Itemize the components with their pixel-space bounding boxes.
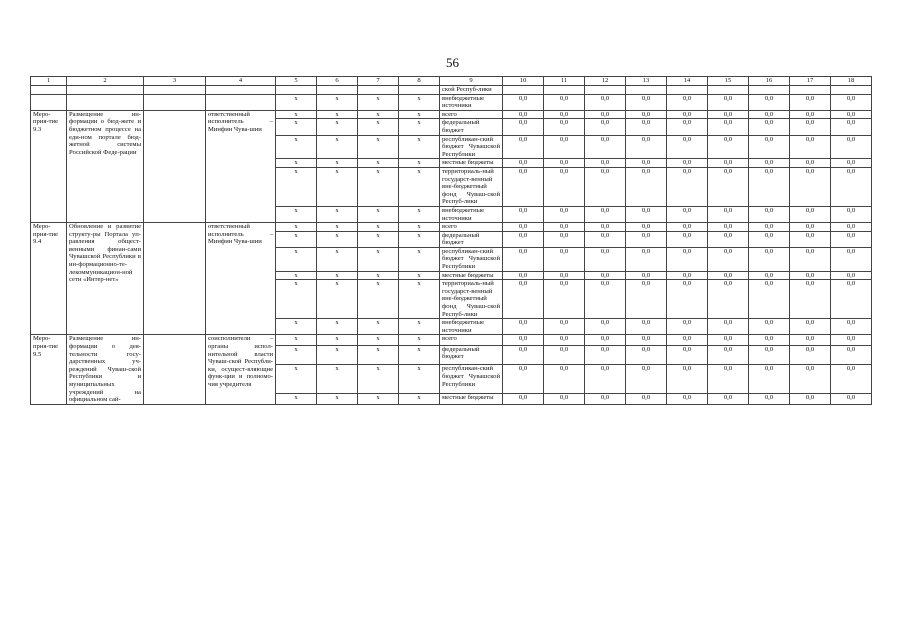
value-cell: 0,0 [831, 206, 872, 222]
value-cell: 0,0 [544, 167, 585, 206]
value-cell: 0,0 [708, 110, 749, 119]
budget-table [30, 76, 872, 405]
empty-cell [144, 110, 206, 222]
funding-source-cell: всего [440, 223, 503, 232]
x-mark-cell: x [317, 247, 358, 271]
x-mark-cell: x [317, 394, 358, 404]
x-mark-cell: x [358, 319, 399, 335]
value-cell: 0,0 [503, 394, 544, 404]
value-cell: 0,0 [708, 206, 749, 222]
value-cell: 0,0 [503, 345, 544, 365]
x-mark-cell: x [276, 394, 317, 404]
x-mark-cell: x [317, 223, 358, 232]
value-cell: 0,0 [790, 119, 831, 135]
value-cell: 0,0 [585, 319, 626, 335]
x-mark-cell: x [399, 135, 440, 159]
value-cell: 0,0 [708, 247, 749, 271]
empty-cell [31, 86, 67, 95]
x-mark-cell: x [358, 271, 399, 280]
value-cell: 0,0 [749, 94, 790, 110]
value-cell: 0,0 [790, 271, 831, 280]
value-cell: 0,0 [749, 167, 790, 206]
value-cell [749, 86, 790, 95]
value-cell: 0,0 [667, 94, 708, 110]
column-header: 8 [399, 77, 440, 86]
value-cell: 0,0 [585, 223, 626, 232]
value-cell: 0,0 [626, 319, 667, 335]
measure-number-cell: Меро-прия-тие 9.3 [31, 110, 67, 222]
x-mark-cell: x [399, 280, 440, 319]
value-cell: 0,0 [626, 206, 667, 222]
value-cell: 0,0 [790, 135, 831, 159]
x-mark-cell: x [317, 345, 358, 365]
value-cell: 0,0 [585, 206, 626, 222]
value-cell: 0,0 [626, 110, 667, 119]
empty-cell [31, 94, 67, 110]
x-mark-cell: x [317, 110, 358, 119]
x-mark-cell [317, 86, 358, 95]
column-header: 4 [206, 77, 276, 86]
empty-cell [206, 86, 276, 95]
x-mark-cell: x [317, 319, 358, 335]
value-cell: 0,0 [790, 110, 831, 119]
column-header: 17 [790, 77, 831, 86]
value-cell: 0,0 [708, 335, 749, 345]
value-cell: 0,0 [585, 365, 626, 394]
value-cell: 0,0 [667, 110, 708, 119]
value-cell: 0,0 [667, 223, 708, 232]
value-cell: 0,0 [708, 365, 749, 394]
funding-source-cell: территориаль-ный государст-венный вне-бюджетный фонд Чуваш-ской Респуб-лики [440, 280, 503, 319]
value-cell: 0,0 [831, 135, 872, 159]
value-cell: 0,0 [831, 345, 872, 365]
x-mark-cell: x [358, 167, 399, 206]
x-mark-cell [276, 86, 317, 95]
value-cell: 0,0 [667, 394, 708, 404]
value-cell: 0,0 [626, 223, 667, 232]
column-header: 16 [749, 77, 790, 86]
value-cell: 0,0 [667, 135, 708, 159]
x-mark-cell: x [276, 365, 317, 394]
value-cell: 0,0 [749, 345, 790, 365]
value-cell: 0,0 [503, 365, 544, 394]
value-cell: 0,0 [749, 231, 790, 247]
x-mark-cell: x [358, 135, 399, 159]
value-cell: 0,0 [503, 223, 544, 232]
value-cell: 0,0 [831, 94, 872, 110]
x-mark-cell: x [358, 394, 399, 404]
value-cell: 0,0 [667, 280, 708, 319]
value-cell: 0,0 [544, 110, 585, 119]
x-mark-cell: x [276, 159, 317, 168]
value-cell: 0,0 [503, 319, 544, 335]
value-cell: 0,0 [790, 206, 831, 222]
value-cell: 0,0 [585, 159, 626, 168]
value-cell [708, 86, 749, 95]
x-mark-cell: x [399, 159, 440, 168]
x-mark-cell: x [358, 159, 399, 168]
x-mark-cell: x [399, 271, 440, 280]
value-cell: 0,0 [708, 94, 749, 110]
funding-source-cell: всего [440, 335, 503, 345]
x-mark-cell: x [399, 223, 440, 232]
x-mark-cell: x [317, 119, 358, 135]
x-mark-cell: x [276, 280, 317, 319]
measure-number-cell: Меро-прия-тие 9.5 [31, 335, 67, 404]
value-cell: 0,0 [667, 231, 708, 247]
value-cell: 0,0 [503, 271, 544, 280]
value-cell: 0,0 [749, 119, 790, 135]
column-header: 14 [667, 77, 708, 86]
value-cell [503, 86, 544, 95]
x-mark-cell: x [276, 247, 317, 271]
value-cell: 0,0 [831, 247, 872, 271]
value-cell: 0,0 [626, 280, 667, 319]
table-row [31, 110, 872, 119]
funding-source-cell: всего [440, 110, 503, 119]
table-row [31, 94, 872, 110]
page-number: 56 [446, 55, 459, 70]
value-cell: 0,0 [749, 206, 790, 222]
measure-number-cell: Меро-прия-тие 9.4 [31, 223, 67, 335]
measure-name-cell: Размещение ин-формации о дея-тельности госу-дарственных уч-реждений Чуваш-ской Республики и муниципальных учреждений на официальном сай- [67, 335, 144, 404]
value-cell: 0,0 [831, 319, 872, 335]
value-cell: 0,0 [503, 231, 544, 247]
value-cell: 0,0 [831, 223, 872, 232]
value-cell: 0,0 [626, 135, 667, 159]
x-mark-cell: x [276, 119, 317, 135]
value-cell: 0,0 [544, 247, 585, 271]
funding-source-cell: республикан-ский бюджет Чувашской Республики [440, 247, 503, 271]
value-cell: 0,0 [585, 280, 626, 319]
value-cell: 0,0 [749, 223, 790, 232]
value-cell: 0,0 [790, 319, 831, 335]
value-cell: 0,0 [831, 271, 872, 280]
measure-name-cell: Размещение ин-формации о бюд-жете и бюджетном процессе на еди-ном портале бюд-жетной системы Российской Феде-рации [67, 110, 144, 222]
x-mark-cell: x [276, 135, 317, 159]
value-cell: 0,0 [708, 223, 749, 232]
value-cell: 0,0 [667, 365, 708, 394]
value-cell: 0,0 [503, 119, 544, 135]
value-cell: 0,0 [585, 271, 626, 280]
executor-cell: ответственный исполнитель – Минфин Чува-шии [206, 110, 276, 222]
value-cell: 0,0 [626, 167, 667, 206]
x-mark-cell: x [358, 110, 399, 119]
value-cell: 0,0 [544, 319, 585, 335]
value-cell: 0,0 [626, 159, 667, 168]
x-mark-cell: x [317, 271, 358, 280]
empty-cell [144, 86, 206, 95]
value-cell: 0,0 [503, 206, 544, 222]
value-cell: 0,0 [585, 394, 626, 404]
x-mark-cell: x [358, 345, 399, 365]
value-cell: 0,0 [708, 159, 749, 168]
value-cell: 0,0 [667, 206, 708, 222]
x-mark-cell: x [317, 167, 358, 206]
value-cell: 0,0 [585, 335, 626, 345]
value-cell: 0,0 [790, 280, 831, 319]
column-header: 13 [626, 77, 667, 86]
funding-source-cell: территориаль-ный государст-венный вне-бюджетный фонд Чуваш-ской Респуб-лики [440, 167, 503, 206]
value-cell: 0,0 [503, 167, 544, 206]
value-cell: 0,0 [790, 159, 831, 168]
value-cell: 0,0 [667, 335, 708, 345]
value-cell: 0,0 [790, 394, 831, 404]
x-mark-cell: x [276, 206, 317, 222]
empty-cell [144, 223, 206, 335]
funding-source-cell: федеральный бюджет [440, 119, 503, 135]
column-header: 9 [440, 77, 503, 86]
empty-cell [144, 94, 206, 110]
x-mark-cell: x [276, 335, 317, 345]
x-mark-cell: x [317, 280, 358, 319]
value-cell: 0,0 [503, 159, 544, 168]
column-header: 1 [31, 77, 67, 86]
empty-cell [206, 94, 276, 110]
value-cell: 0,0 [708, 394, 749, 404]
x-mark-cell: x [358, 94, 399, 110]
funding-source-cell: федеральный бюджет [440, 231, 503, 247]
funding-source-cell: республикан-ский бюджет Чувашской Республики [440, 365, 503, 394]
x-mark-cell: x [399, 247, 440, 271]
x-mark-cell: x [399, 365, 440, 394]
value-cell: 0,0 [749, 110, 790, 119]
x-mark-cell: x [276, 319, 317, 335]
value-cell: 0,0 [790, 94, 831, 110]
column-header: 10 [503, 77, 544, 86]
value-cell: 0,0 [790, 231, 831, 247]
x-mark-cell: x [276, 94, 317, 110]
value-cell: 0,0 [626, 119, 667, 135]
empty-cell [67, 94, 144, 110]
value-cell [626, 86, 667, 95]
value-cell: 0,0 [667, 167, 708, 206]
x-mark-cell: x [276, 223, 317, 232]
x-mark-cell: x [399, 231, 440, 247]
x-mark-cell: x [399, 319, 440, 335]
value-cell: 0,0 [544, 223, 585, 232]
value-cell: 0,0 [585, 231, 626, 247]
funding-source-cell: федеральный бюджет [440, 345, 503, 365]
empty-cell [67, 86, 144, 95]
value-cell: 0,0 [667, 271, 708, 280]
x-mark-cell: x [317, 94, 358, 110]
value-cell: 0,0 [749, 135, 790, 159]
value-cell: 0,0 [544, 159, 585, 168]
x-mark-cell: x [399, 94, 440, 110]
value-cell [831, 86, 872, 95]
value-cell: 0,0 [708, 319, 749, 335]
value-cell: 0,0 [831, 167, 872, 206]
value-cell: 0,0 [544, 335, 585, 345]
value-cell: 0,0 [708, 280, 749, 319]
value-cell: 0,0 [708, 271, 749, 280]
x-mark-cell: x [358, 365, 399, 394]
value-cell: 0,0 [831, 119, 872, 135]
table-row [31, 335, 872, 345]
value-cell: 0,0 [749, 247, 790, 271]
value-cell: 0,0 [626, 394, 667, 404]
measure-name-cell: Обновление и развитие структу-ры Портала уп-равления общест-венными финан-сами Чувашской Республики в ин-формационно-те-лекоммуникацион-ной сети «Интер-нет» [67, 223, 144, 335]
table-row [31, 86, 872, 95]
x-mark-cell: x [276, 231, 317, 247]
value-cell: 0,0 [544, 135, 585, 159]
value-cell: 0,0 [585, 135, 626, 159]
x-mark-cell [399, 86, 440, 95]
value-cell: 0,0 [667, 159, 708, 168]
value-cell: 0,0 [708, 345, 749, 365]
value-cell [667, 86, 708, 95]
value-cell: 0,0 [544, 394, 585, 404]
value-cell: 0,0 [585, 119, 626, 135]
column-header: 11 [544, 77, 585, 86]
value-cell: 0,0 [626, 271, 667, 280]
x-mark-cell: x [358, 223, 399, 232]
value-cell: 0,0 [790, 365, 831, 394]
funding-source-cell: местные бюджеты [440, 159, 503, 168]
value-cell: 0,0 [503, 135, 544, 159]
value-cell: 0,0 [585, 110, 626, 119]
column-header: 12 [585, 77, 626, 86]
value-cell: 0,0 [626, 94, 667, 110]
value-cell: 0,0 [667, 345, 708, 365]
x-mark-cell: x [399, 110, 440, 119]
funding-source-cell: ской Респуб-лики [440, 86, 503, 95]
value-cell: 0,0 [544, 280, 585, 319]
value-cell: 0,0 [790, 335, 831, 345]
header-row [31, 77, 872, 86]
x-mark-cell: x [399, 206, 440, 222]
value-cell: 0,0 [749, 319, 790, 335]
column-header: 6 [317, 77, 358, 86]
value-cell: 0,0 [749, 159, 790, 168]
value-cell: 0,0 [749, 365, 790, 394]
funding-source-cell: местные бюджеты [440, 394, 503, 404]
value-cell: 0,0 [708, 231, 749, 247]
value-cell: 0,0 [544, 365, 585, 394]
value-cell: 0,0 [708, 167, 749, 206]
x-mark-cell: x [358, 280, 399, 319]
column-header: 18 [831, 77, 872, 86]
value-cell: 0,0 [544, 271, 585, 280]
x-mark-cell: x [399, 394, 440, 404]
x-mark-cell: x [399, 167, 440, 206]
value-cell: 0,0 [749, 280, 790, 319]
x-mark-cell: x [399, 119, 440, 135]
value-cell: 0,0 [544, 231, 585, 247]
x-mark-cell [358, 86, 399, 95]
funding-source-cell: внебюджетные источники [440, 319, 503, 335]
column-header: 7 [358, 77, 399, 86]
column-header: 15 [708, 77, 749, 86]
value-cell: 0,0 [667, 247, 708, 271]
value-cell: 0,0 [626, 335, 667, 345]
value-cell [544, 86, 585, 95]
x-mark-cell: x [399, 335, 440, 345]
value-cell: 0,0 [503, 335, 544, 345]
value-cell: 0,0 [708, 135, 749, 159]
value-cell: 0,0 [503, 247, 544, 271]
empty-cell [144, 335, 206, 404]
value-cell: 0,0 [749, 271, 790, 280]
x-mark-cell: x [317, 206, 358, 222]
x-mark-cell: x [317, 159, 358, 168]
column-header: 3 [144, 77, 206, 86]
x-mark-cell: x [358, 247, 399, 271]
value-cell [790, 86, 831, 95]
x-mark-cell: x [317, 231, 358, 247]
x-mark-cell: x [276, 110, 317, 119]
x-mark-cell: x [317, 365, 358, 394]
value-cell: 0,0 [831, 394, 872, 404]
value-cell: 0,0 [667, 119, 708, 135]
value-cell: 0,0 [585, 345, 626, 365]
value-cell: 0,0 [749, 394, 790, 404]
value-cell: 0,0 [708, 119, 749, 135]
value-cell: 0,0 [626, 365, 667, 394]
value-cell: 0,0 [790, 223, 831, 232]
value-cell [585, 86, 626, 95]
x-mark-cell: x [317, 135, 358, 159]
value-cell: 0,0 [503, 110, 544, 119]
value-cell: 0,0 [831, 335, 872, 345]
value-cell: 0,0 [503, 280, 544, 319]
x-mark-cell: x [276, 271, 317, 280]
value-cell: 0,0 [544, 206, 585, 222]
value-cell: 0,0 [585, 167, 626, 206]
executor-cell: ответственный исполнитель – Минфин Чува-шии [206, 223, 276, 335]
x-mark-cell: x [317, 335, 358, 345]
value-cell: 0,0 [831, 110, 872, 119]
value-cell: 0,0 [585, 247, 626, 271]
x-mark-cell: x [399, 345, 440, 365]
value-cell: 0,0 [626, 247, 667, 271]
value-cell: 0,0 [831, 280, 872, 319]
funding-source-cell: местные бюджеты [440, 271, 503, 280]
x-mark-cell: x [276, 345, 317, 365]
value-cell: 0,0 [790, 167, 831, 206]
value-cell: 0,0 [831, 365, 872, 394]
value-cell: 0,0 [790, 345, 831, 365]
value-cell: 0,0 [667, 319, 708, 335]
x-mark-cell: x [276, 167, 317, 206]
value-cell: 0,0 [544, 94, 585, 110]
value-cell: 0,0 [749, 335, 790, 345]
column-header: 2 [67, 77, 144, 86]
column-header: 5 [276, 77, 317, 86]
value-cell: 0,0 [544, 345, 585, 365]
value-cell: 0,0 [503, 94, 544, 110]
funding-source-cell: республикан-ский бюджет Чувашской Республики [440, 135, 503, 159]
executor-cell: соисполнители – органы испол-нительной власти Чуваш-ской Республи-ки, осущест-вляющие функ-ции и полномо-чия учредителя [206, 335, 276, 404]
value-cell: 0,0 [790, 247, 831, 271]
value-cell: 0,0 [626, 345, 667, 365]
funding-source-cell: внебюджетные источники [440, 206, 503, 222]
value-cell: 0,0 [544, 119, 585, 135]
value-cell: 0,0 [831, 159, 872, 168]
value-cell: 0,0 [626, 231, 667, 247]
x-mark-cell: x [358, 119, 399, 135]
x-mark-cell: x [358, 335, 399, 345]
funding-source-cell: внебюджетные источники [440, 94, 503, 110]
value-cell: 0,0 [585, 94, 626, 110]
value-cell: 0,0 [831, 231, 872, 247]
x-mark-cell: x [358, 231, 399, 247]
x-mark-cell: x [358, 206, 399, 222]
table-row [31, 223, 872, 232]
